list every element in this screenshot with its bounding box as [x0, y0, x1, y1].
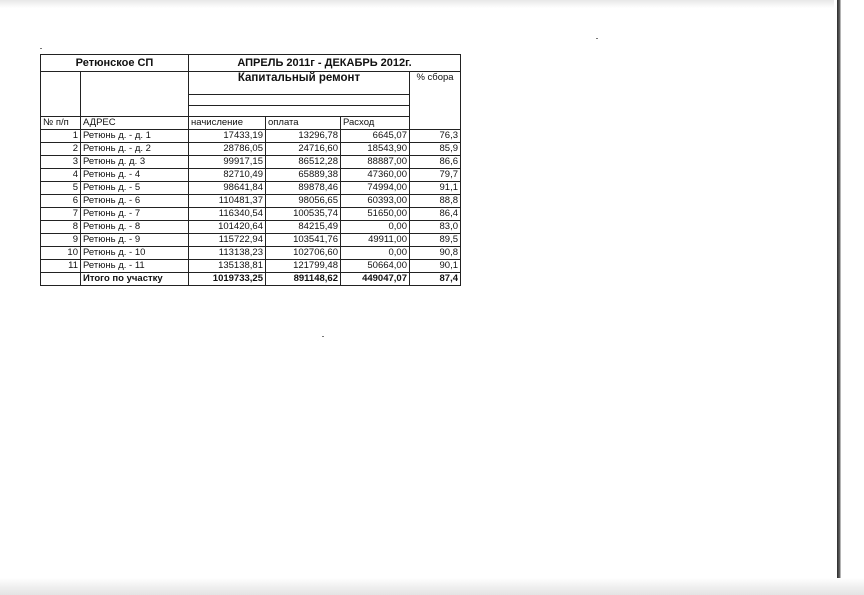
row-expense: 18543,90: [341, 143, 410, 156]
section-title: Капитальный ремонт: [189, 72, 410, 95]
row-pct: 88,8: [410, 195, 461, 208]
row-expense: 74994,00: [341, 182, 410, 195]
row-paid: 86512,28: [266, 156, 341, 169]
table-row: [41, 182, 461, 195]
row-address: Ретюнь д. - 7: [81, 208, 189, 221]
col-accrued: начисление: [189, 117, 266, 130]
row-paid: 100535,74: [266, 208, 341, 221]
row-address: Ретюнь д. - 6: [81, 195, 189, 208]
col-address: АДРЕС: [81, 117, 189, 130]
row-expense: 88887,00: [341, 156, 410, 169]
row-paid: 102706,60: [266, 247, 341, 260]
column-header-row: [41, 117, 461, 130]
total-pct: 87,4: [410, 273, 461, 286]
row-num: 5: [41, 182, 81, 195]
row-pct: 79,7: [410, 169, 461, 182]
row-accrued: 101420,64: [189, 221, 266, 234]
row-accrued: 135138,81: [189, 260, 266, 273]
row-num: 11: [41, 260, 81, 273]
row-expense: 0,00: [341, 247, 410, 260]
row-num: 1: [41, 130, 81, 143]
period: АПРЕЛЬ 2011г - ДЕКАБРЬ 2012г.: [189, 55, 461, 72]
col-num: № п/п: [41, 117, 81, 130]
row-accrued: 113138,23: [189, 247, 266, 260]
scan-speck: [322, 336, 324, 337]
row-accrued: 98641,84: [189, 182, 266, 195]
row-address: Ретюнь д. - 10: [81, 247, 189, 260]
col-paid: оплата: [266, 117, 341, 130]
row-num: 7: [41, 208, 81, 221]
row-num: 10: [41, 247, 81, 260]
row-expense: 50664,00: [341, 260, 410, 273]
row-expense: 0,00: [341, 221, 410, 234]
pct-header: % сбора: [410, 72, 461, 130]
table-row: [41, 221, 461, 234]
row-num: 4: [41, 169, 81, 182]
total-paid: 891148,62: [266, 273, 341, 286]
row-num: 6: [41, 195, 81, 208]
scan-top-edge: [0, 0, 864, 8]
row-paid: 103541,76: [266, 234, 341, 247]
row-expense: 60393,00: [341, 195, 410, 208]
blank-header-cell: [41, 72, 81, 117]
row-accrued: 99917,15: [189, 156, 266, 169]
table-row: [41, 130, 461, 143]
row-num: 9: [41, 234, 81, 247]
row-accrued: 115722,94: [189, 234, 266, 247]
row-accrued: 28786,05: [189, 143, 266, 156]
scan-right-edge: [834, 0, 864, 595]
row-address: Ретюнь д. - 11: [81, 260, 189, 273]
row-paid: 89878,46: [266, 182, 341, 195]
table-row: [41, 195, 461, 208]
table-row: [41, 234, 461, 247]
blank-header-cell: [81, 72, 189, 117]
row-address: Ретюнь д. - д. 2: [81, 143, 189, 156]
total-row: [41, 273, 461, 286]
row-pct: 86,4: [410, 208, 461, 221]
scan-bottom-edge: [0, 578, 864, 595]
org-name: Ретюнское СП: [41, 55, 189, 72]
table-row: [41, 260, 461, 273]
row-expense: 49911,00: [341, 234, 410, 247]
row-pct: 90,8: [410, 247, 461, 260]
table-row: [41, 169, 461, 182]
row-address: Ретюнь д. д. 3: [81, 156, 189, 169]
row-address: Ретюнь д. - 8: [81, 221, 189, 234]
row-expense: 51650,00: [341, 208, 410, 221]
capital-repair-table: [40, 54, 461, 286]
table-row: [41, 143, 461, 156]
blank-header-cell: [189, 95, 410, 106]
row-pct: 86,6: [410, 156, 461, 169]
table-row: [41, 208, 461, 221]
scan-speck: [596, 38, 598, 39]
total-label: Итого по участку: [81, 273, 189, 286]
table-row: [41, 156, 461, 169]
row-paid: 13296,78: [266, 130, 341, 143]
row-accrued: 116340,54: [189, 208, 266, 221]
header-row-1: [41, 72, 461, 95]
row-expense: 47360,00: [341, 169, 410, 182]
row-num: 8: [41, 221, 81, 234]
title-row: [41, 55, 461, 72]
row-address: Ретюнь д. - 9: [81, 234, 189, 247]
row-pct: 90,1: [410, 260, 461, 273]
row-accrued: 17433,19: [189, 130, 266, 143]
row-expense: 6645,07: [341, 130, 410, 143]
total-expense: 449047,07: [341, 273, 410, 286]
row-num: 3: [41, 156, 81, 169]
total-accrued: 1019733,25: [189, 273, 266, 286]
row-accrued: 110481,37: [189, 195, 266, 208]
table-row: [41, 247, 461, 260]
row-pct: 83,0: [410, 221, 461, 234]
total-num: [41, 273, 81, 286]
row-num: 2: [41, 143, 81, 156]
scan-speck: [40, 48, 42, 49]
row-pct: 91,1: [410, 182, 461, 195]
row-address: Ретюнь д. - д. 1: [81, 130, 189, 143]
row-paid: 24716,60: [266, 143, 341, 156]
blank-header-cell: [189, 106, 410, 117]
row-paid: 84215,49: [266, 221, 341, 234]
col-expense: Расход: [341, 117, 410, 130]
row-paid: 65889,38: [266, 169, 341, 182]
row-address: Ретюнь д. - 4: [81, 169, 189, 182]
row-accrued: 82710,49: [189, 169, 266, 182]
row-pct: 89,5: [410, 234, 461, 247]
row-paid: 121799,48: [266, 260, 341, 273]
row-paid: 98056,65: [266, 195, 341, 208]
row-pct: 85,9: [410, 143, 461, 156]
row-address: Ретюнь д. - 5: [81, 182, 189, 195]
row-pct: 76,3: [410, 130, 461, 143]
